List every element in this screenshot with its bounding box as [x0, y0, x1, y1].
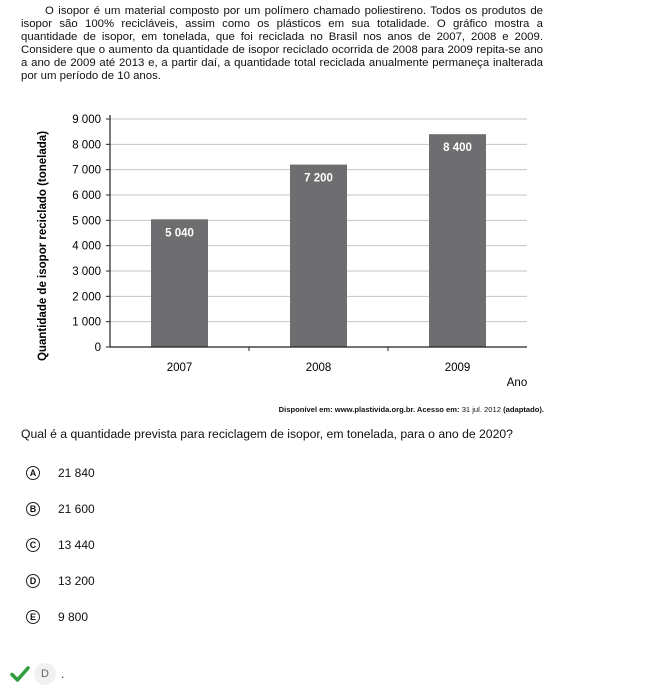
y-tick-label: 4 000: [72, 240, 101, 253]
option-letter-bubble: D: [26, 574, 40, 588]
bar-value-label: 5 040: [165, 227, 194, 240]
chart-tick-labels: [72, 114, 470, 374]
y-axis-label: Quantidade de isopor reciclado (tonelada): [37, 130, 49, 362]
option-value: 21 840: [58, 466, 95, 480]
x-tick-label: 2007: [166, 362, 193, 374]
option-value: 13 440: [58, 538, 95, 552]
checkmark-icon: [10, 665, 30, 683]
answer-options: [26, 461, 95, 641]
option-letter-bubble: E: [26, 610, 40, 624]
option-e[interactable]: [26, 605, 95, 641]
y-tick-label: 1 000: [72, 316, 101, 329]
y-tick-label: 8 000: [72, 139, 101, 152]
y-tick-label: 2 000: [72, 291, 101, 304]
option-value: 21 600: [58, 502, 95, 516]
answer-suffix: .: [61, 667, 65, 681]
source-prefix: Disponível em: www.plastivida.org.br. Acesso em:: [278, 405, 462, 414]
answer-letter-badge: D: [34, 663, 56, 685]
source-suffix: (adaptado).: [500, 405, 544, 414]
option-b[interactable]: [26, 497, 95, 533]
option-value: 13 200: [58, 574, 95, 588]
option-c[interactable]: [26, 533, 95, 569]
y-tick-label: 7 000: [72, 164, 101, 177]
question-text: Qual é a quantidade prevista para reciclagem de isopor, em tonelada, para o ano de 2020?: [21, 427, 513, 441]
option-a[interactable]: [26, 461, 95, 497]
bar: [290, 165, 347, 347]
bar: [429, 134, 486, 347]
intro-paragraph: O isopor é um material composto por um polímero chamado poliestireno. Todos os produtos de isopor são 100% recicláveis, assim como os plásticos em sua totalidade. O gráfico mostra a quantidade de isopor, em tonelada, que foi reciclada no Brasil nos anos de 2007, 2008 e 2009. Considere que o aumento da quantidade de isopor reciclado ocorrida de 2008 para 2009 repita-se ano a ano de 2009 até 2013 e, a partir daí, a quantidade total reciclada anualmente permaneça inalterada por um período de 10 anos.: [21, 5, 543, 83]
answer-feedback: [10, 663, 64, 685]
source-citation: [279, 405, 544, 414]
option-value: 9 800: [58, 610, 89, 624]
option-letter-bubble: C: [26, 538, 40, 552]
y-tick-label: 6 000: [72, 190, 101, 202]
source-date: 31 jul. 2012: [461, 405, 501, 414]
bar-chart: [0, 100, 560, 400]
x-tick-label: 2009: [444, 362, 471, 374]
option-letter-bubble: A: [26, 466, 40, 480]
x-tick-label: 2008: [305, 362, 332, 374]
y-tick-label: 0: [94, 342, 101, 354]
y-tick-label: 3 000: [72, 266, 101, 278]
chart-bars: [151, 134, 486, 347]
bar-value-label: 7 200: [304, 172, 333, 185]
y-tick-label: 5 000: [72, 215, 101, 228]
option-d[interactable]: [26, 569, 95, 605]
bar-value-label: 8 400: [443, 142, 472, 155]
y-tick-label: 9 000: [72, 114, 101, 126]
option-letter-bubble: B: [26, 502, 40, 516]
x-axis-label: Ano: [506, 377, 528, 389]
